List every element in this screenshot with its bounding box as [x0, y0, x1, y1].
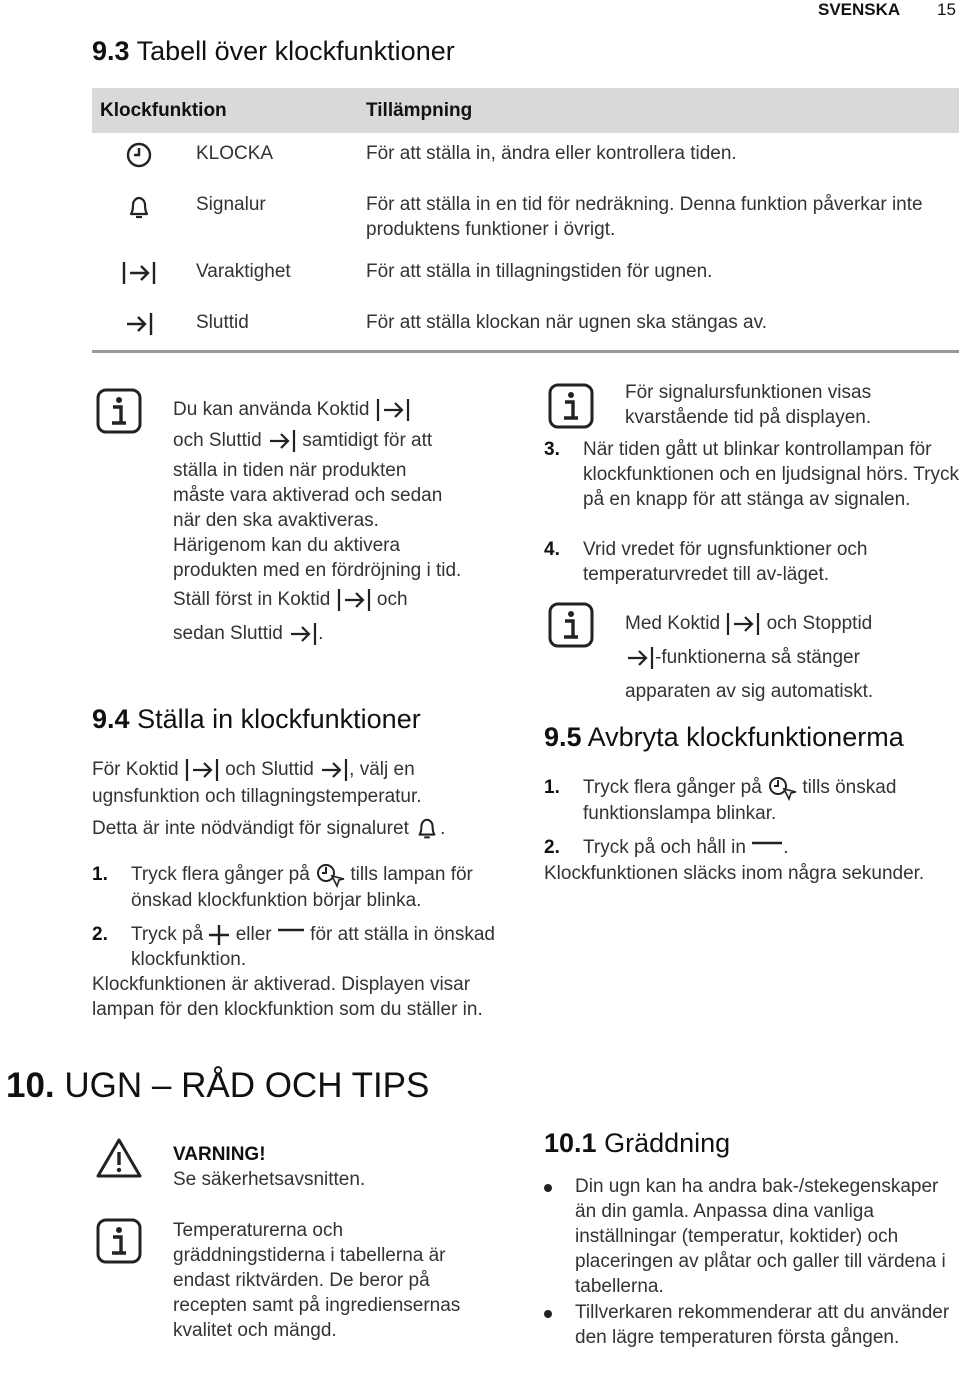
- step-number: 4.: [544, 539, 560, 560]
- step-1: [92, 862, 512, 913]
- section-number: 9.5: [544, 722, 582, 752]
- function-name: Signalur: [196, 194, 266, 215]
- step-3: [544, 437, 960, 512]
- duration-icon: [725, 610, 761, 638]
- section-number: 10.1: [544, 1128, 597, 1158]
- cancel-step-2: [544, 835, 960, 860]
- info-icon: [548, 602, 594, 653]
- section-title: Ställa in klockfunktioner: [137, 704, 421, 734]
- function-name: KLOCKA: [196, 143, 274, 164]
- minus-icon: [751, 837, 783, 859]
- page-number: 15: [937, 0, 956, 19]
- step-text: tills lampan för önskad klockfunktion börjar blinka.: [131, 864, 473, 911]
- plus-icon: [208, 924, 230, 946]
- step-text: Vrid vredet för ugnsfunktioner och temperaturvredet till av-läget.: [583, 539, 868, 585]
- section-title: Gräddning: [604, 1128, 731, 1158]
- section-9-5-heading: [544, 722, 904, 753]
- header-language: SVENSKA: [818, 0, 901, 19]
- table-col-function: Klockfunktion: [100, 100, 227, 121]
- clock-function-button-icon: [767, 775, 797, 801]
- step-number: 3.: [544, 439, 560, 460]
- step-text: .: [783, 837, 789, 858]
- info-text: samtidigt för att ställa in tiden när produkten måste vara aktiverad och sedan när den ska avaktiveras. Härigenom kan du aktivera produkten med en fördröjning i tid. Ställ först in Koktid: [173, 430, 462, 610]
- section-number: 9.4: [92, 704, 130, 734]
- info-text: Du kan använda Koktid: [173, 399, 370, 421]
- section-9-4-heading: [92, 704, 421, 735]
- step-text: Tryck på och håll in: [583, 837, 746, 858]
- end-time-icon: [92, 310, 186, 338]
- activation-text: Klockfunktionen är aktiverad. Displayen visar lampan för den klockfunktion som du ställer in.: [92, 974, 483, 1020]
- cancel-result-text: Klockfunktionen släcks inom några sekunder.: [544, 863, 925, 884]
- section-9-4-intro: [92, 756, 512, 809]
- function-name: Varaktighet: [196, 261, 291, 282]
- step-text: tills önskad funktionslampa blinkar.: [583, 777, 897, 824]
- warning-label: VARNING!: [173, 1144, 266, 1165]
- table-col-usage: Tillämpning: [366, 100, 473, 121]
- end-time-icon: [625, 644, 655, 672]
- function-name: Sluttid: [196, 312, 249, 333]
- section-title: Avbryta klockfunktionerma: [587, 722, 904, 752]
- step-text: Tryck flera gånger på: [131, 864, 310, 886]
- end-time-icon: [319, 756, 349, 784]
- info-text: och sedan Sluttid: [173, 589, 408, 644]
- step-number: 2.: [92, 924, 108, 945]
- minus-icon: [277, 924, 305, 946]
- list-item: Din ugn kan ha andra bak-/stekegenskaper än din gamla. Anpassa dina vanliga inställningar (temperatur, koktider) och placeringen av plåtar och galler till värdena i tabellerna.: [575, 1176, 946, 1297]
- info-icon: [96, 1218, 142, 1269]
- table-bottom-rule: [92, 350, 959, 353]
- info-note-koktid-sluttid: [173, 396, 463, 651]
- clock-icon: [92, 141, 186, 169]
- end-time-icon: [267, 427, 297, 455]
- intro-text: För Koktid: [92, 759, 179, 781]
- section-number: 10.: [6, 1066, 55, 1105]
- step-text: Tryck på: [131, 924, 204, 945]
- step-text: När tiden gått ut blinkar kontrollampan för klockfunktionen och en ljudsignal hörs. Tryck på en knapp för att stänga av signalen.: [583, 439, 959, 510]
- note-text: Detta är inte nödvändigt för signaluret: [92, 818, 409, 840]
- warning-block: [173, 1142, 473, 1192]
- duration-icon: [92, 259, 186, 287]
- section-10-1-heading: [544, 1128, 730, 1159]
- info-icon: [548, 383, 594, 434]
- duration-icon: [336, 586, 372, 614]
- section-title: Tabell över klockfunktioner: [136, 36, 455, 66]
- info-text: och Sluttid: [173, 430, 262, 451]
- info-icon: [96, 388, 142, 439]
- step-number: 1.: [92, 864, 108, 885]
- function-desc: För att ställa in en tid för nedräkning. Denna funktion påverkar inte produktens funktioner i övrigt.: [366, 194, 923, 240]
- duration-icon: [184, 756, 220, 784]
- cancel-step-1: [544, 775, 960, 826]
- step-number: 2.: [544, 837, 560, 858]
- list-item: Tillverkaren rekommenderar att du använder den lägre temperaturen första gången.: [575, 1302, 950, 1348]
- step-text: för att ställa in önskad klockfunktion.: [131, 924, 495, 970]
- section-title: UGN – RÅD OCH TIPS: [64, 1066, 430, 1105]
- function-desc: För att ställa in tillagningstiden för ugnen.: [366, 261, 713, 282]
- section-9-3-heading: [92, 36, 455, 67]
- step-4: [544, 537, 960, 587]
- warning-text: Se säkerhetsavsnitten.: [173, 1169, 366, 1190]
- bell-icon: [414, 816, 440, 842]
- bell-icon: [92, 194, 186, 222]
- warning-icon: [96, 1137, 142, 1184]
- step-text: Tryck flera gånger på: [583, 777, 762, 799]
- clock-function-button-icon: [315, 862, 345, 888]
- info-text: .: [318, 623, 324, 644]
- info-text: Med Koktid: [625, 613, 721, 634]
- signal-note: Detta är inte nödvändigt för signaluret .: [92, 816, 512, 842]
- step-number: 1.: [544, 777, 560, 798]
- info-note-temperatures: Temperaturerna och gräddningstiderna i tabellerna är endast riktvärden. De beror på recepten samt på ingrediensernas kvalitet och mängd.: [173, 1220, 461, 1341]
- step-2: [92, 922, 512, 972]
- step-text: eller: [235, 924, 272, 945]
- bullet-icon: [544, 1310, 552, 1318]
- intro-text: , välj en ugnsfunktion och tillagningstemperatur.: [92, 759, 422, 807]
- table-header: [92, 88, 959, 133]
- info-note-signal: För signalursfunktionen visas kvarstående tid på displayen.: [625, 382, 872, 428]
- section-number: 9.3: [92, 36, 130, 66]
- info-note-auto-off: [625, 607, 945, 709]
- intro-text: och Sluttid: [225, 759, 314, 781]
- bullet-icon: [544, 1184, 552, 1192]
- info-text: -funktionerna så stänger apparaten av sig automatiskt.: [625, 647, 874, 702]
- info-text: och Stopptid: [766, 613, 873, 634]
- duration-icon: [375, 396, 411, 424]
- end-time-icon: [288, 620, 318, 648]
- function-desc: För att ställa in, ändra eller kontrollera tiden.: [366, 143, 737, 164]
- function-desc: För att ställa klockan när ugnen ska stängas av.: [366, 312, 767, 333]
- section-10-heading: [6, 1066, 429, 1106]
